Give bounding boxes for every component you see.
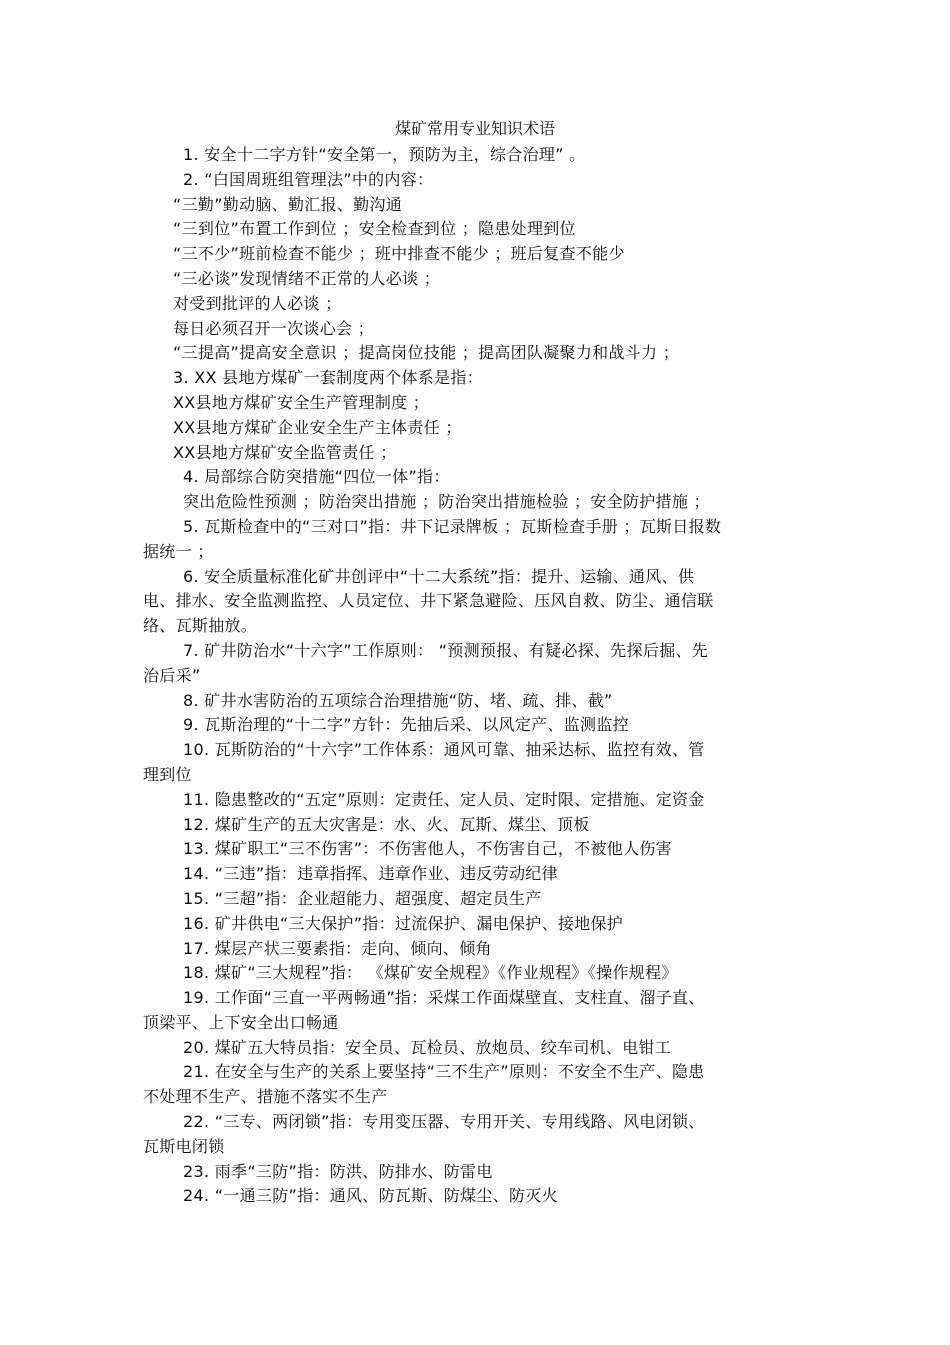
- text-line: “三到位”布置工作到位 ；安全检查到位 ；隐患处理到位: [173, 219, 576, 239]
- text-line: 突出危险性预测 ；防治突出措施 ；防治突出措施检验 ；安全防护措施 ；: [183, 492, 710, 512]
- text-line: “三勤”勤动脑、勤汇报、勤沟通: [173, 194, 403, 214]
- text-line: 治后采”: [143, 665, 201, 685]
- document-title: 煤矿常用专业知识术语: [394, 119, 555, 138]
- text-line: 2. “白国周班组管理法”中的内容：: [183, 169, 434, 189]
- text-line: 17. 煤层产状三要素指：走向、倾向、倾角: [183, 938, 492, 958]
- text-line: 络、瓦斯抽放。: [143, 616, 258, 636]
- text-line: 5. 瓦斯检查中的“三对口”指：井下记录牌板 ；瓦斯检查手册 ；瓦斯日报数: [183, 516, 722, 536]
- text-line: XX县地方煤矿安全生产管理制度 ；: [173, 392, 430, 412]
- text-line: 14. “三违”指：违章指挥、违章作业、违反劳动纪律: [183, 864, 558, 884]
- text-line: 6. 安全质量标准化矿井创评中“十二大系统”指：提升、运输、通风、供: [183, 566, 695, 586]
- text-line: 不处理不生产、措施不落实不生产: [143, 1087, 388, 1107]
- text-line: 12. 煤矿生产的五大灾害是：水、火、瓦斯、煤尘、顶板: [183, 814, 590, 834]
- text-line: 据统一 ；: [143, 541, 214, 561]
- text-line: 15. “三超”指：企业超能力、超强度、超定员生产: [183, 888, 542, 908]
- text-line: 16. 矿井供电“三大保护”指：过流保护、漏电保护、接地保护: [183, 913, 624, 933]
- text-line: “三必谈”发现情绪不正常的人必谈 ；: [173, 268, 441, 288]
- text-line: 13. 煤矿职工“三不伤害”：不伤害他人，不伤害自己，不被他人伤害: [183, 839, 673, 859]
- text-line: 20. 煤矿五大特员指：安全员、瓦检员、放炮员、绞车司机、电钳工: [183, 1037, 672, 1057]
- text-line: 理到位: [143, 764, 192, 784]
- text-line: 22. “三专、两闭锁”指：专用变压器、专用开关、专用线路、风电闭锁、: [183, 1112, 705, 1132]
- text-line: “三提高”提高安全意识 ；提高岗位技能 ；提高团队凝聚力和战斗力 ；: [173, 343, 680, 363]
- text-line: 7. 矿井防治水“十六字”工作原则： “预测预报、有疑必探、先探后掘、先: [183, 640, 709, 660]
- text-line: 3. XX 县地方煤矿一套制度两个体系是指：: [173, 368, 483, 388]
- text-line: 顶梁平、上下安全出口畅通: [143, 1012, 339, 1032]
- text-line: 18. 煤矿“三大规程”指： 《煤矿安全规程》《作业规程》《操作规程》: [183, 963, 678, 983]
- text-line: 对受到批评的人必谈 ；: [173, 293, 342, 313]
- text-line: 电、排水、安全监测监控、人员定位、井下紧急避险、压风自救、防尘、通信联: [143, 591, 714, 611]
- text-line: “三不少”班前检查不能少 ；班中排查不能少 ；班后复查不能少: [173, 244, 625, 264]
- text-line: 每日必须召开一次谈心会 ；: [173, 318, 374, 338]
- text-line: 4. 局部综合防突措施“四位一体”指：: [183, 467, 450, 487]
- text-line: 21. 在安全与生产的关系上要坚持“三不生产”原则：不安全不生产、隐患: [183, 1062, 705, 1082]
- text-line: 9. 瓦斯治理的“十二字”方针：先抽后采、以风定产、监测监控: [183, 715, 629, 735]
- text-line: XX县地方煤矿安全监管责任 ；: [173, 442, 397, 462]
- document-body: [143, 143, 808, 1209]
- text-line: 19. 工作面“三直一平两畅通”指：采煤工作面煤壁直、支柱直、溜子直、: [183, 988, 705, 1008]
- text-line: 8. 矿井水害防治的五项综合治理措施“防、堵、疏、排、截”: [183, 690, 613, 710]
- text-line: 瓦斯电闭锁: [143, 1136, 225, 1156]
- text-line: 24. “一通三防”指：通风、防瓦斯、防煤尘、防灭火: [183, 1186, 558, 1206]
- text-line: 1. 安全十二字方针“安全第一，预防为主，综合治理” 。: [183, 145, 586, 164]
- text-line: 23. 雨季“三防”指：防洪、防排水、防雷电: [183, 1161, 493, 1181]
- text-line: XX县地方煤矿企业安全生产主体责任 ；: [173, 417, 462, 437]
- text-line: 11. 隐患整改的“五定”原则：定责任、定人员、定时限、定措施、定资金: [183, 789, 705, 809]
- text-line: 10. 瓦斯防治的“十六字”工作体系：通风可靠、抽采达标、监控有效、管: [183, 740, 705, 760]
